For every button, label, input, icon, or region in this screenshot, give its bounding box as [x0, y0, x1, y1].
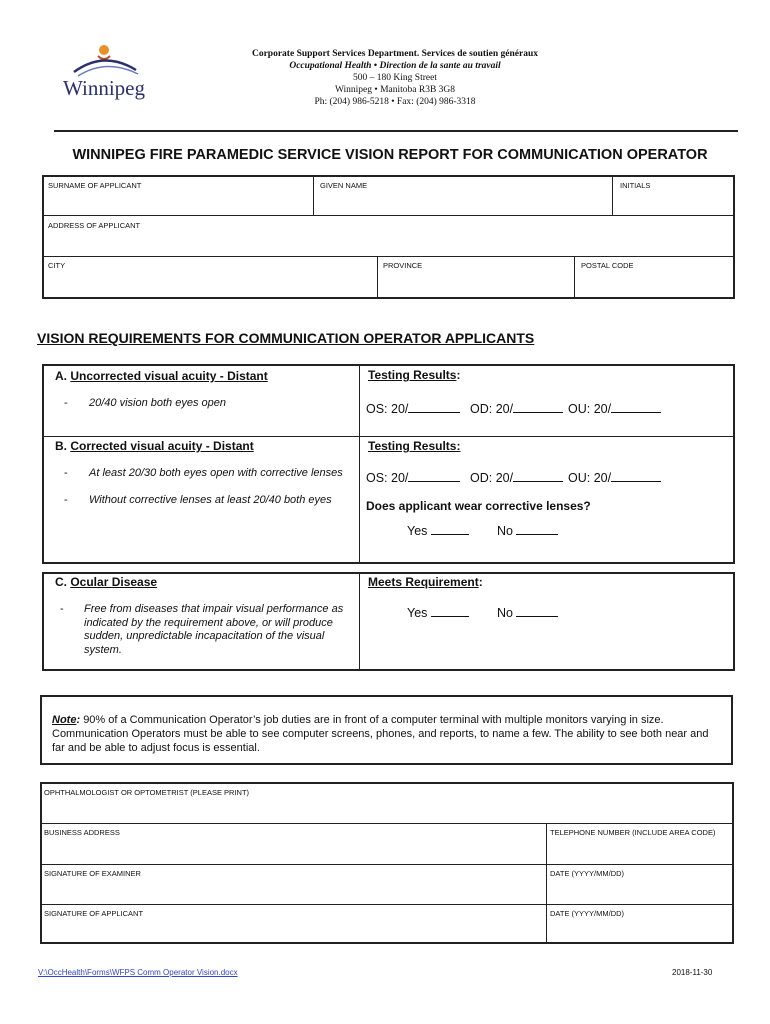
divider — [612, 175, 613, 216]
city-label: CITY — [48, 261, 66, 270]
divider — [42, 436, 735, 437]
lenses-yes: Yes — [407, 522, 469, 538]
divider — [42, 256, 735, 257]
header-city: Winnipeg • Manitoba R3B 3G8 — [334, 85, 456, 95]
header-department: Corporate Support Services Department. Services de soutien généraux — [251, 49, 538, 59]
bullet-dash: - — [64, 494, 68, 506]
req-b-letter: B. — [55, 439, 67, 453]
bullet-dash: - — [60, 603, 64, 615]
meets-yes: Yes — [407, 604, 469, 620]
applicant-date-label: DATE (YYYY/MM/DD) — [550, 909, 625, 918]
applicant-date-field[interactable] — [549, 920, 732, 942]
business-address-label: BUSINESS ADDRESS — [44, 828, 120, 837]
logo-emblem-icon — [54, 40, 154, 80]
req-a-od-input[interactable] — [513, 400, 563, 413]
section-title: VISION REQUIREMENTS FOR COMMUNICATION OPERATOR APPLICANTS — [37, 330, 535, 346]
req-a-od: OD: 20/ — [470, 400, 563, 416]
province-field[interactable] — [380, 272, 570, 296]
req-a-heading — [55, 369, 268, 383]
postal-code-field[interactable] — [578, 272, 732, 296]
req-a-ou: OU: 20/ — [568, 400, 661, 416]
divider — [40, 823, 734, 824]
req-b-item-1: At least 20/30 both eyes open with corrective lenses — [89, 467, 343, 479]
req-b-ou: OU: 20/ — [568, 469, 661, 485]
initials-label: INITIALS — [620, 181, 651, 190]
divider — [313, 175, 314, 216]
revision-date: 2018-11-30 — [672, 968, 713, 977]
header-divider — [54, 130, 738, 132]
surname-field[interactable] — [44, 192, 310, 214]
lenses-no-input[interactable] — [516, 522, 558, 535]
applicant-signature-label: SIGNATURE OF APPLICANT — [44, 909, 144, 918]
req-a-title: Uncorrected visual acuity - Distant — [70, 369, 268, 383]
examiner-signature-label: SIGNATURE OF EXAMINER — [44, 869, 141, 878]
header-street: 500 – 180 King Street — [353, 73, 437, 83]
header-division: Occupational Health • Direction de la sante au travail — [289, 61, 501, 71]
req-b-od: OD: 20/ — [470, 469, 563, 485]
req-c-letter: C. — [55, 575, 67, 589]
bullet-dash: - — [64, 397, 68, 409]
bullet-dash: - — [64, 467, 68, 479]
note-body: 90% of a Communication Operator’s job duties are in front of a computer terminal with multiple monitors varying in size. Communication Operators must be able to see computer screens, phones, and reports, to name a few. The ability to see both near and far and be able to adjust focus is essential. — [52, 714, 709, 754]
lenses-yes-input[interactable] — [431, 522, 469, 535]
given-name-field[interactable] — [316, 192, 608, 214]
meets-no: No — [497, 604, 558, 620]
divider — [377, 256, 378, 299]
page-title: WINNIPEG FIRE PARAMEDIC SERVICE VISION REPORT FOR COMMUNICATION OPERATOR — [72, 147, 708, 163]
lenses-no: No — [497, 522, 558, 538]
business-address-field[interactable] — [42, 839, 544, 862]
note-text: Note: 90% of a Communication Operator’s job duties are in front of a computer terminal with multiple monitors varying in size. Communication Operators must be able to see computer screens, phones, and reports, to name a few. The ability to see both near and far and be able to adjust focus is essential. — [52, 714, 709, 754]
initials-field[interactable] — [616, 192, 732, 214]
logo-wordmark: Winnipeg — [63, 76, 145, 100]
doctor-label: OPHTHALMOLOGIST OR OPTOMETRIST (PLEASE PRINT) — [44, 788, 250, 797]
applicant-signature-field[interactable] — [42, 920, 544, 942]
phone-label: TELEPHONE NUMBER (INCLUDE AREA CODE) — [550, 828, 716, 837]
divider — [574, 256, 575, 299]
given-name-label: GIVEN NAME — [320, 181, 368, 190]
divider — [42, 215, 735, 216]
req-c-title: Ocular Disease — [70, 575, 158, 589]
corrective-lenses-question: Does applicant wear corrective lenses? — [366, 499, 591, 513]
doctor-name-field[interactable] — [42, 799, 732, 821]
req-a-os: OS: 20/ — [366, 400, 460, 416]
requirements-ab-box — [42, 364, 735, 564]
req-c-heading — [55, 575, 157, 589]
req-b-os-input[interactable] — [408, 469, 460, 482]
divider — [359, 572, 360, 671]
req-b-heading — [55, 439, 254, 453]
req-b-od-input[interactable] — [513, 469, 563, 482]
examiner-date-label: DATE (YYYY/MM/DD) — [550, 869, 625, 878]
phone-field[interactable] — [549, 839, 732, 862]
address-label: ADDRESS OF APPLICANT — [48, 221, 141, 230]
req-a-results-label: Testing Results: — [368, 368, 461, 382]
address-field[interactable] — [44, 232, 732, 254]
surname-label: SURNAME OF APPLICANT — [48, 181, 142, 190]
req-a-letter: A. — [55, 369, 67, 383]
city-field[interactable] — [44, 272, 374, 296]
req-b-title: Corrected visual acuity - Distant — [70, 439, 254, 453]
divider — [546, 823, 547, 944]
req-b-results-label: Testing Results: — [368, 439, 461, 453]
req-a-item: 20/40 vision both eyes open — [89, 397, 226, 409]
req-b-os: OS: 20/ — [366, 469, 460, 485]
province-label: PROVINCE — [383, 261, 423, 270]
req-a-ou-input[interactable] — [611, 400, 661, 413]
req-c-item: Free from diseases that impair visual performance as indicated by the requirement above, or will produce sudden, unpredictable incapacitation of the visual system. — [84, 603, 344, 656]
examiner-signature-field[interactable] — [42, 880, 544, 902]
divider — [40, 904, 734, 905]
req-a-os-input[interactable] — [408, 400, 460, 413]
meets-yes-input[interactable] — [431, 604, 469, 617]
file-path-link[interactable]: V:\OccHealth\Forms\WFPS Comm Operator Vision.docx — [38, 968, 238, 977]
divider — [359, 364, 360, 564]
req-c-meets-label: Meets Requirement: — [368, 575, 483, 589]
req-b-item-2: Without corrective lenses at least 20/40 both eyes — [89, 494, 332, 506]
postal-code-label: POSTAL CODE — [581, 261, 634, 270]
req-b-ou-input[interactable] — [611, 469, 661, 482]
header-phone: Ph: (204) 986-5218 • Fax: (204) 986-3318 — [314, 97, 476, 107]
examiner-date-field[interactable] — [549, 880, 732, 902]
note-label: Note — [52, 714, 77, 726]
meets-no-input[interactable] — [516, 604, 558, 617]
divider — [40, 864, 734, 865]
